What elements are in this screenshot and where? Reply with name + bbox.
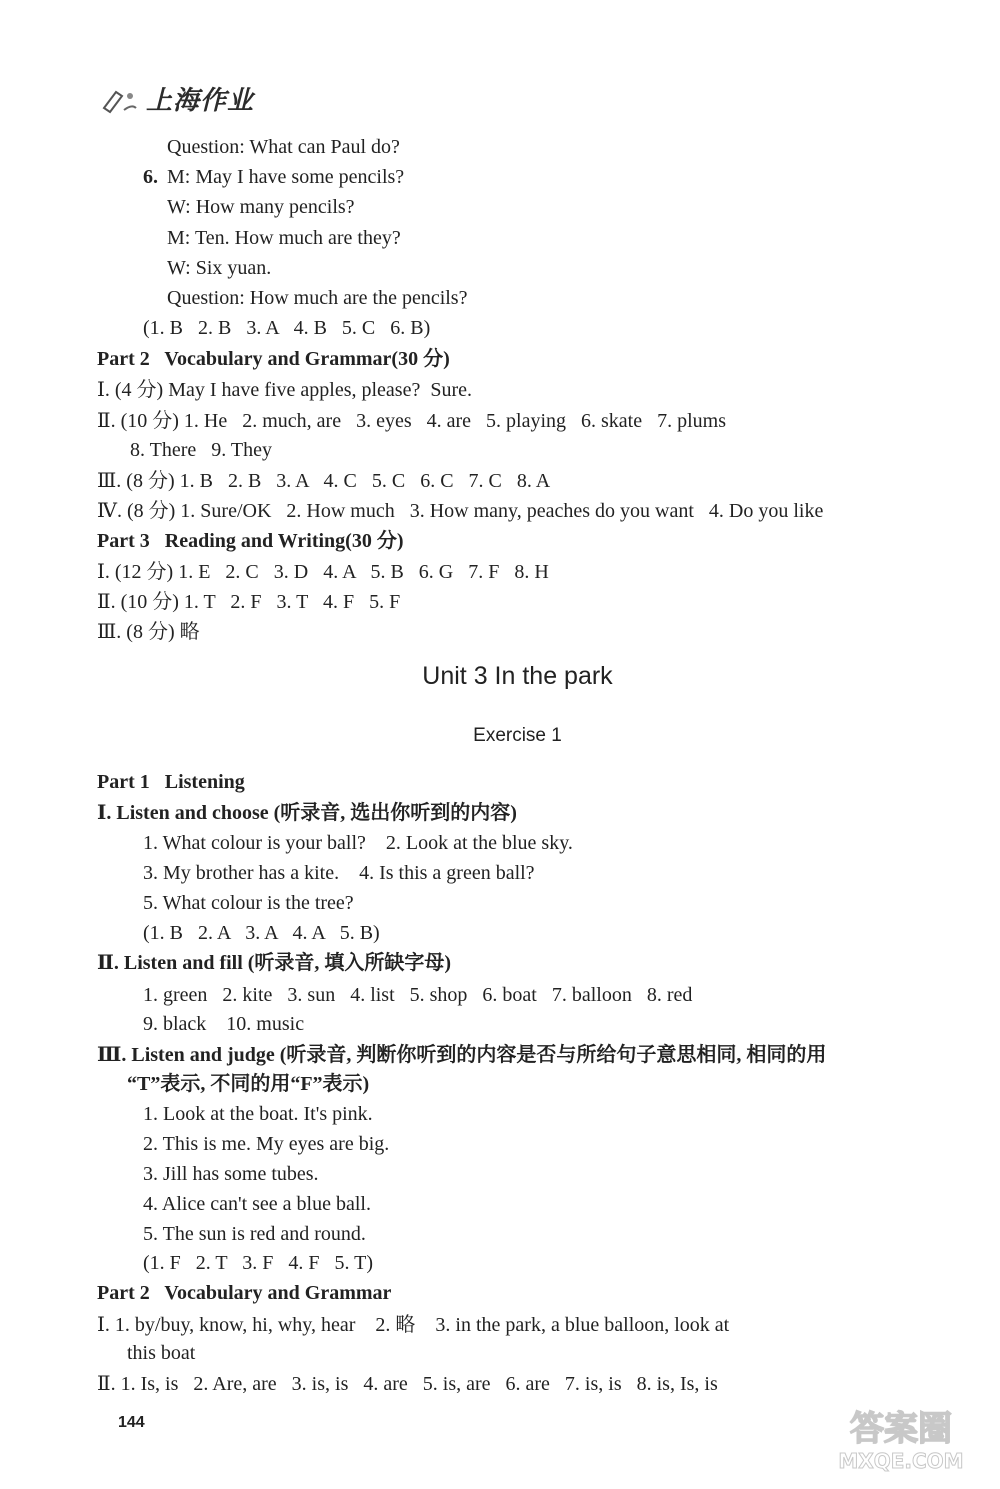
answer-line: Ⅱ. (10 分) 1. T 2. F 3. T 4. F 5. F	[97, 591, 401, 613]
question-line: 2. This is me. My eyes are big.	[143, 1133, 390, 1155]
answer-line: 1. green 2. kite 3. sun 4. list 5. shop 6. boat 7. balloon 8. red	[143, 984, 693, 1006]
answer-line: Ⅱ. 1. Is, is 2. Are, are 3. is, is 4. are 5. is, are 6. are 7. is, is 8. is, Is, is	[97, 1373, 718, 1395]
answer-line: Ⅱ. (10 分) 1. He 2. much, are 3. eyes 4. are 5. playing 6. skate 7. plums	[97, 410, 727, 432]
q6-line: M: Ten. How much are they?	[167, 227, 401, 249]
answer-line: Ⅰ. (12 分) 1. E 2. C 3. D 4. A 5. B 6. G 7. F 8. H	[97, 561, 549, 583]
part2-heading: Part 2 Vocabulary and Grammar(30 分)	[97, 348, 450, 370]
answer-key-line: (1. B 2. A 3. A 4. A 5. B)	[143, 922, 380, 944]
q6-line: W: Six yuan.	[167, 257, 272, 279]
section-heading: Ⅲ. Listen and judge (听录音, 判断你听到的内容是否与所给句子意思相同, 相同的用	[97, 1044, 827, 1066]
q5-question: Question: What can Paul do?	[167, 136, 400, 158]
question-line: 3. Jill has some tubes.	[143, 1163, 319, 1185]
exercise-title: Exercise 1	[473, 725, 562, 746]
answer-key-line: (1. F 2. T 3. F 4. F 5. T)	[143, 1252, 374, 1274]
question-line: 1. Look at the boat. It's pink.	[143, 1103, 373, 1125]
svg-text:答案圈: 答案圈	[850, 1409, 952, 1449]
q6-number: 6.	[143, 166, 158, 188]
section-heading-cont: “T”表示, 不同的用“F”表示)	[127, 1073, 370, 1095]
answer-line: Ⅳ. (8 分) 1. Sure/OK 2. How much 3. How many, peaches do you want 4. Do you like	[97, 500, 824, 522]
answer-line: 8. There 9. They	[130, 439, 273, 461]
q6-line: W: How many pencils?	[167, 196, 355, 218]
answer-line: 9. black 10. music	[143, 1013, 305, 1035]
answer-line: Ⅲ. (8 分) 略	[97, 621, 200, 643]
section-heading: Ⅱ. Listen and fill (听录音, 填入所缺字母)	[97, 952, 452, 974]
q6-line: Question: How much are the pencils?	[167, 287, 468, 309]
section-heading: Ⅰ. Listen and choose (听录音, 选出你听到的内容)	[97, 802, 517, 824]
part3-heading: Part 3 Reading and Writing(30 分)	[97, 530, 404, 552]
answer-line: Ⅲ. (8 分) 1. B 2. B 3. A 4. C 5. C 6. C 7. C 8. A	[97, 470, 551, 492]
q6-line: M: May I have some pencils?	[167, 166, 405, 188]
page-number: 144	[118, 1414, 145, 1431]
listening-heading: Part 1 Listening	[97, 771, 245, 793]
question-line: 1. What colour is your ball? 2. Look at the blue sky.	[143, 832, 573, 854]
brand-title: 上海作业	[146, 86, 255, 116]
answer-key-line: (1. B 2. B 3. A 4. B 5. C 6. B)	[143, 317, 431, 339]
watermark-logo	[816, 1400, 986, 1476]
brand-pencil-icon	[102, 86, 138, 114]
question-line: 3. My brother has a kite. 4. Is this a green ball?	[143, 862, 535, 884]
question-line: 5. The sun is red and round.	[143, 1223, 366, 1245]
question-line: 4. Alice can't see a blue ball.	[143, 1193, 371, 1215]
svg-text:MXQE.COM: MXQE.COM	[838, 1449, 964, 1473]
unit-title: Unit 3 In the park	[422, 662, 613, 690]
part2-heading: Part 2 Vocabulary and Grammar	[97, 1282, 392, 1304]
question-line: 5. What colour is the tree?	[143, 892, 354, 914]
answer-line: Ⅰ. (4 分) May I have five apples, please? Sure.	[97, 379, 472, 401]
answer-line: this boat	[127, 1342, 196, 1364]
answer-line: Ⅰ. 1. by/buy, know, hi, why, hear 2. 略 3. in the park, a blue balloon, look at	[97, 1314, 730, 1336]
